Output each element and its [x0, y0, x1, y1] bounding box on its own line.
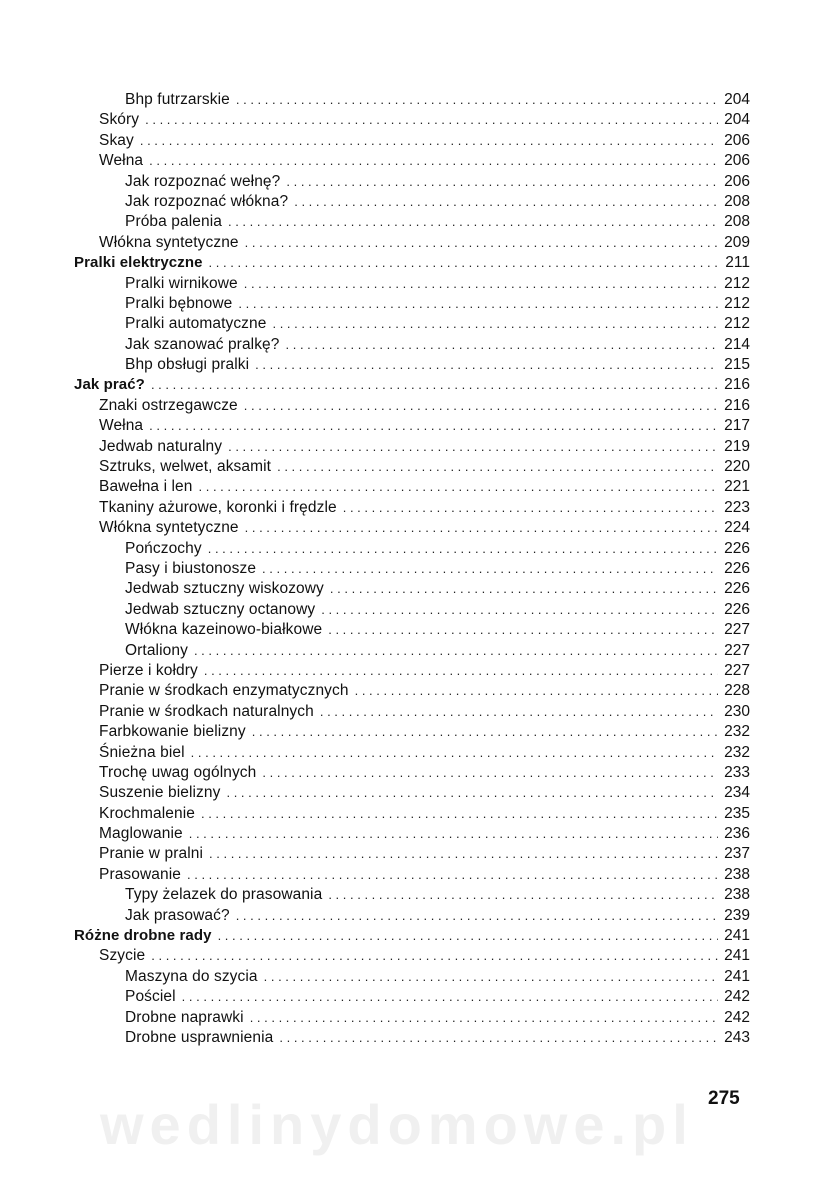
toc-entry-title: Maszyna do szycia [125, 967, 258, 985]
toc-entry-title: Suszenie bielizny [99, 784, 221, 802]
toc-entry-page: 234 [724, 784, 750, 802]
toc-entry [74, 1028, 750, 1048]
toc-entry-title: Sztruks, welwet, aksamit [99, 458, 272, 476]
toc-entry-title: Śnieżna biel [99, 743, 185, 761]
toc-entry-title: Włókna syntetyczne [99, 233, 239, 251]
toc-entry [74, 763, 750, 783]
dot-leader [321, 600, 718, 620]
toc-entry-page: 217 [724, 417, 750, 435]
toc-entry-page: 236 [724, 825, 750, 843]
dot-leader [226, 783, 718, 803]
toc-entry [74, 355, 750, 375]
toc-entry [74, 641, 750, 661]
toc-entry-title: Bhp futrzarskie [125, 91, 230, 108]
dot-leader [199, 477, 719, 497]
toc-entry-title: Wełna [99, 152, 144, 170]
toc-entry-title: Pranie w środkach naturalnych [99, 702, 314, 720]
toc-entry-page: 232 [724, 723, 750, 741]
toc-entry-page: 226 [724, 580, 750, 598]
dot-leader [151, 946, 718, 966]
toc-entry-page: 241 [724, 967, 750, 985]
dot-leader [228, 437, 718, 457]
toc-entry [74, 702, 750, 722]
toc-entry-page: 208 [724, 213, 750, 231]
toc-entry-page: 241 [724, 947, 750, 965]
toc-entry-page: 237 [724, 845, 750, 863]
toc-entry-page: 219 [724, 437, 750, 455]
dot-leader [328, 885, 718, 905]
toc-entry-title: Włókna syntetyczne [99, 519, 239, 537]
toc-entry-title: Pasy i biustonosze [125, 559, 257, 577]
dot-leader [140, 131, 718, 151]
toc-entry [74, 946, 750, 966]
toc-entry-page: 206 [724, 172, 750, 190]
toc-entry [74, 539, 750, 559]
toc-entry-title: Typy żelazek do prasowania [125, 886, 323, 904]
toc-entry-page: 214 [724, 335, 750, 353]
dot-leader [279, 1028, 718, 1048]
page-number: 275 [708, 1088, 740, 1109]
toc-entry-title: Pralki automatyczne [125, 315, 267, 333]
toc-entry-title: Próba palenia [125, 213, 222, 231]
toc-entry-title: Tkaniny ażurowe, koronki i frędzle [99, 498, 337, 516]
toc-entry-page: 226 [724, 600, 750, 618]
toc-entry-page: 208 [724, 192, 750, 210]
toc-entry [74, 559, 750, 579]
toc-entry-title: Drobne usprawnienia [125, 1028, 274, 1046]
toc-entry-page: 238 [724, 865, 750, 883]
toc-entry-title: Farbkowanie bielizny [99, 723, 246, 741]
dot-leader [236, 906, 718, 926]
toc-entry-title: Krochmalenie [99, 804, 195, 822]
dot-leader [236, 90, 718, 110]
toc-entry [74, 172, 750, 192]
toc-chapter-entry [74, 253, 750, 273]
toc-entry-page: 230 [724, 702, 750, 720]
toc-entry-title: Wełna [99, 417, 144, 435]
toc-entry-title: Szycie [99, 947, 146, 965]
dot-leader [244, 396, 718, 416]
dot-leader [149, 151, 718, 171]
toc-entry [74, 233, 750, 253]
toc-entry-title: Pończochy [125, 539, 202, 557]
toc-entry-title: Bawełna i len [99, 478, 193, 496]
dot-leader [194, 641, 718, 661]
watermark-text: wedlinydomowe.pl [100, 1093, 694, 1156]
toc-entry-title: Jedwab sztuczny octanowy [125, 600, 316, 618]
dot-leader [272, 314, 718, 334]
toc-entry-page: 212 [724, 315, 750, 333]
table-of-contents [74, 90, 750, 1048]
dot-leader [245, 518, 718, 538]
dot-leader [244, 274, 718, 294]
toc-entry-title: Jedwab naturalny [99, 437, 223, 455]
toc-entry-title: Bhp obsługi pralki [125, 356, 250, 374]
toc-entry-title: Trochę uwag ogólnych [99, 763, 257, 781]
toc-entry-title: Jedwab sztuczny wiskozowy [125, 580, 324, 598]
dot-leader [218, 926, 718, 946]
dot-leader [355, 681, 718, 701]
dot-leader [245, 233, 718, 253]
toc-entry-page: 215 [724, 356, 750, 374]
toc-entry-page: 242 [724, 1008, 750, 1026]
dot-leader [286, 335, 719, 355]
toc-entry [74, 396, 750, 416]
toc-entry [74, 906, 750, 926]
toc-entry-page: 212 [724, 294, 750, 312]
dot-leader [264, 967, 718, 987]
toc-entry [74, 967, 750, 987]
toc-entry-page: 241 [724, 927, 750, 945]
toc-entry [74, 457, 750, 477]
toc-entry [74, 824, 750, 844]
toc-entry-title: Jak rozpoznać włókna? [125, 192, 289, 210]
toc-entry [74, 865, 750, 885]
toc-entry-title: Pierze i kołdry [99, 661, 198, 679]
toc-entry-title: Prasowanie [99, 865, 181, 883]
toc-entry [74, 722, 750, 742]
toc-entry-page: 206 [724, 152, 750, 170]
toc-entry [74, 498, 750, 518]
toc-entry-page: 206 [724, 131, 750, 149]
toc-entry-title: Pralki bębnowe [125, 294, 233, 312]
dot-leader [201, 804, 718, 824]
toc-entry-page: 235 [724, 804, 750, 822]
toc-entry [74, 212, 750, 232]
toc-entry-page: 243 [724, 1028, 750, 1046]
dot-leader [250, 1008, 718, 1028]
dot-leader [204, 661, 718, 681]
toc-entry-page: 233 [724, 763, 750, 781]
toc-entry-page: 204 [724, 111, 750, 129]
dot-leader [328, 620, 718, 640]
toc-entry-title: Pościel [125, 988, 176, 1006]
toc-entry [74, 90, 750, 110]
toc-entry [74, 600, 750, 620]
dot-leader [286, 172, 718, 192]
toc-entry-page: 216 [724, 376, 750, 394]
toc-entry [74, 274, 750, 294]
toc-entry-title: Drobne naprawki [125, 1008, 244, 1026]
toc-entry-title: Różne drobne rady [74, 927, 212, 945]
dot-leader [228, 212, 718, 232]
dot-leader [191, 743, 718, 763]
toc-entry [74, 518, 750, 538]
toc-entry-title: Skóry [99, 111, 140, 129]
dot-leader [151, 375, 718, 395]
toc-entry [74, 844, 750, 864]
toc-entry-page: 224 [724, 519, 750, 537]
toc-entry-page: 227 [724, 641, 750, 659]
toc-entry-title: Włókna kazeinowo-białkowe [125, 621, 323, 639]
dot-leader [255, 355, 718, 375]
dot-leader [209, 844, 718, 864]
toc-entry-page: 238 [724, 886, 750, 904]
toc-entry [74, 579, 750, 599]
toc-entry-page: 204 [724, 91, 750, 108]
toc-entry-page: 227 [724, 661, 750, 679]
toc-entry-title: Jak prasować? [125, 906, 230, 924]
toc-entry-page: 223 [724, 498, 750, 516]
toc-entry [74, 151, 750, 171]
toc-entry-page: 242 [724, 988, 750, 1006]
toc-chapter-entry [74, 375, 750, 395]
toc-entry-page: 211 [725, 254, 750, 272]
toc-entry-title: Jak szanować pralkę? [125, 335, 280, 353]
toc-entry [74, 885, 750, 905]
toc-entry-page: 226 [724, 559, 750, 577]
toc-entry-title: Ortaliony [125, 641, 188, 659]
dot-leader [149, 416, 718, 436]
toc-entry-page: 209 [724, 233, 750, 251]
toc-chapter-entry [74, 926, 750, 946]
dot-leader [277, 457, 718, 477]
toc-entry-title: Maglowanie [99, 825, 183, 843]
toc-entry-title: Skay [99, 131, 134, 149]
dot-leader [209, 253, 718, 273]
toc-entry [74, 1008, 750, 1028]
toc-entry-title: Pranie w środkach enzymatycznych [99, 682, 349, 700]
toc-entry [74, 416, 750, 436]
toc-entry-title: Pralki elektryczne [74, 254, 203, 272]
dot-leader [238, 294, 718, 314]
toc-entry [74, 314, 750, 334]
dot-leader [145, 110, 718, 130]
dot-leader [320, 702, 718, 722]
toc-entry-page: 221 [724, 478, 750, 496]
toc-entry [74, 477, 750, 497]
toc-entry [74, 661, 750, 681]
toc-entry [74, 681, 750, 701]
dot-leader [330, 579, 718, 599]
toc-entry-page: 239 [724, 906, 750, 924]
toc-entry-page: 227 [724, 621, 750, 639]
toc-entry-title: Jak rozpoznać wełnę? [125, 172, 281, 190]
toc-entry-page: 216 [724, 396, 750, 414]
toc-entry [74, 620, 750, 640]
toc-entry-title: Pranie w pralni [99, 845, 204, 863]
toc-entry-title: Pralki wirnikowe [125, 274, 238, 292]
dot-leader [262, 763, 718, 783]
toc-entry-title: Jak prać? [74, 376, 145, 394]
toc-entry-page: 220 [724, 458, 750, 476]
toc-entry [74, 987, 750, 1007]
dot-leader [262, 559, 718, 579]
dot-leader [252, 722, 718, 742]
toc-entry [74, 294, 750, 314]
toc-entry [74, 192, 750, 212]
toc-entry [74, 783, 750, 803]
toc-entry [74, 437, 750, 457]
toc-entry [74, 804, 750, 824]
dot-leader [187, 865, 718, 885]
dot-leader [294, 192, 718, 212]
dot-leader [343, 498, 718, 518]
toc-entry-page: 226 [724, 539, 750, 557]
toc-entry-page: 212 [724, 274, 750, 292]
toc-entry [74, 743, 750, 763]
toc-entry-title: Znaki ostrzegawcze [99, 396, 238, 414]
toc-entry [74, 110, 750, 130]
toc-entry [74, 131, 750, 151]
toc-entry-page: 228 [724, 682, 750, 700]
dot-leader [208, 539, 718, 559]
dot-leader [189, 824, 718, 844]
toc-entry-page: 232 [724, 743, 750, 761]
dot-leader [182, 987, 718, 1007]
toc-entry [74, 335, 750, 355]
